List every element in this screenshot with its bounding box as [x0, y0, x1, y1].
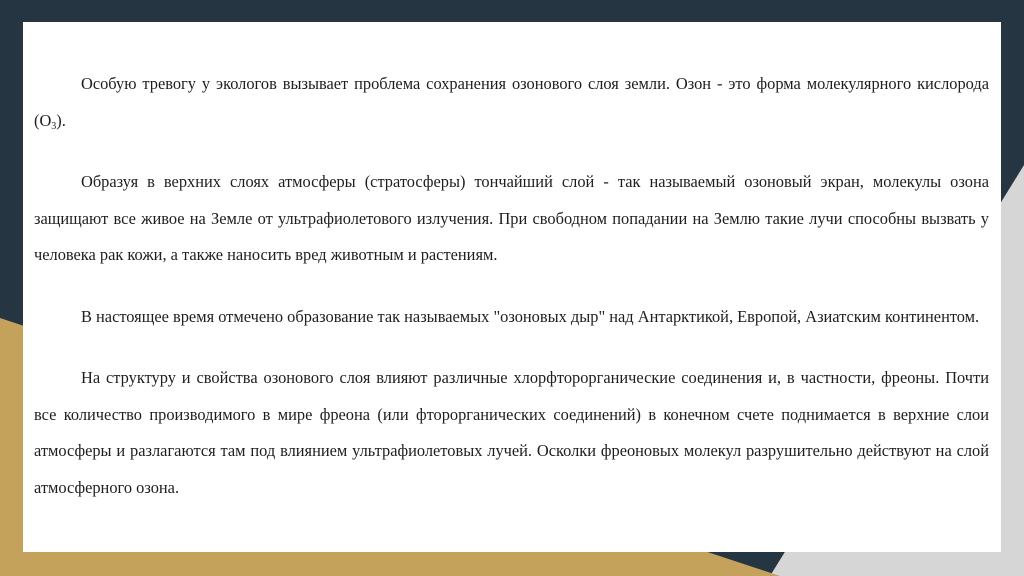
slide-content-card	[23, 22, 1001, 552]
subscript-three: 3	[51, 120, 57, 132]
paragraph-text-end: ).	[56, 110, 66, 130]
paragraph-ozone-screen: Образуя в верхних слоях атмосферы (стратосферы) тончайший слой - так называемый озоновый экран, молекулы озона защищают все живое на Земле от ультрафиолетового излучения. При свободном попадании на Землю такие лучи способны вызвать у человека рак кожи, а также наносить вред животным и растениям.	[34, 172, 989, 264]
paragraph-ozone-holes: В настоящее время отмечено образование так называемых "озоновых дыр" над Антарктикой, Европой, Азиатским континентом.	[81, 306, 980, 326]
paragraph-ozone-concern	[34, 66, 989, 139]
paragraph-freons: На структуру и свойства озонового слоя влияют различные хлорфторорганические соединения и, в частности, фреоны. Почти все количество производимого в мире фреона (или фторорганических соединений) в конечном счете поднимается в верхние слои атмосферы и разлагаются там под влиянием ультрафиолетовых лучей. Осколки фреоновых молекул разрушительно действуют на слой атмосферного озона.	[34, 368, 989, 497]
paragraph-text: Особую тревогу у экологов вызывает проблема сохранения озонового слоя земли. Озон - это форма молекулярного кислорода (О	[34, 74, 989, 130]
